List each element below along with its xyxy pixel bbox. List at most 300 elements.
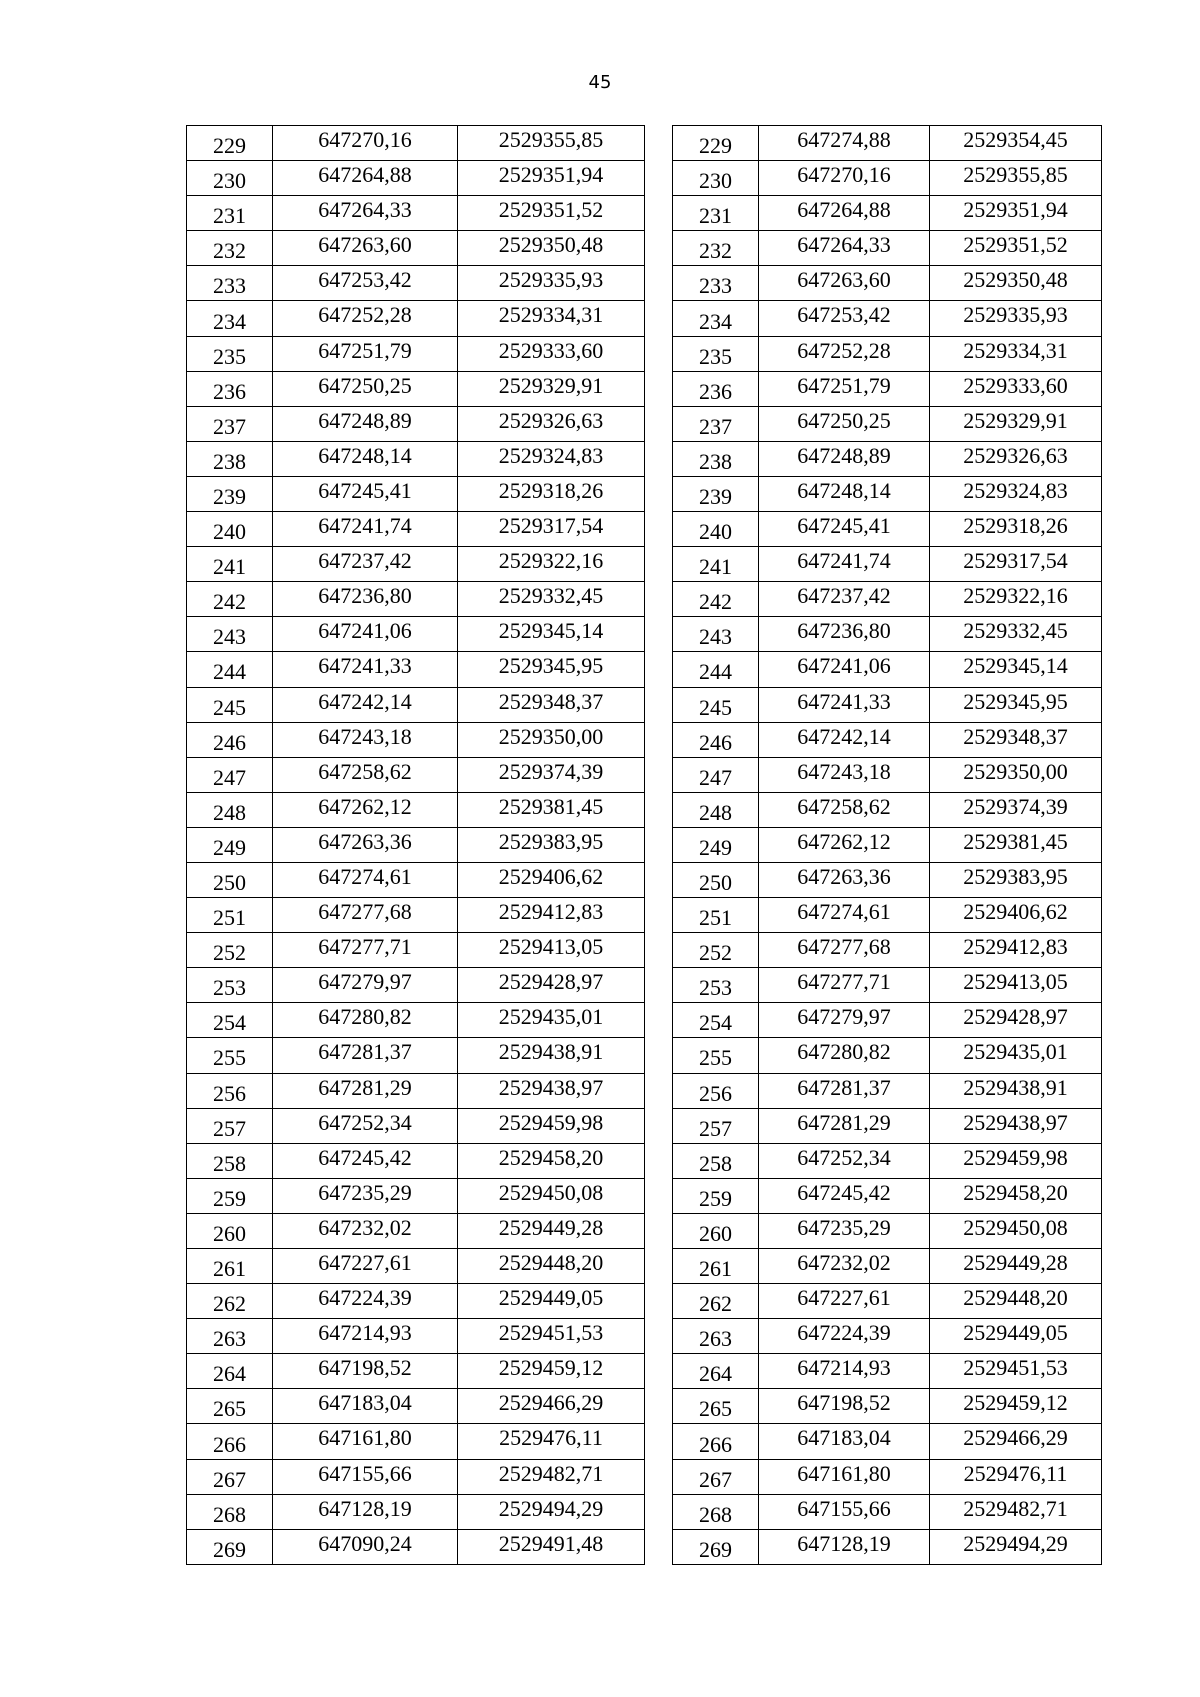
point-number-cell: 240 (673, 512, 759, 547)
table-row (187, 1459, 645, 1494)
y-coordinate-cell: 2529438,91 (930, 1073, 1102, 1108)
y-coordinate-cell: 2529355,85 (458, 126, 645, 161)
table-row (673, 582, 1102, 617)
table-row (187, 1494, 645, 1529)
point-number-cell: 242 (187, 582, 273, 617)
x-coordinate-cell: 647262,12 (759, 827, 930, 862)
y-coordinate-cell: 2529413,05 (930, 968, 1102, 1003)
y-coordinate-cell: 2529348,37 (458, 687, 645, 722)
x-coordinate-cell: 647237,42 (759, 582, 930, 617)
y-coordinate-cell: 2529491,48 (458, 1529, 645, 1564)
table-row (673, 1178, 1102, 1213)
table-row (673, 1003, 1102, 1038)
y-coordinate-cell: 2529317,54 (930, 547, 1102, 582)
y-coordinate-cell: 2529333,60 (930, 371, 1102, 406)
x-coordinate-cell: 647277,68 (273, 898, 458, 933)
table-row (673, 406, 1102, 441)
table-row (187, 301, 645, 336)
y-coordinate-cell: 2529355,85 (930, 161, 1102, 196)
table-row (187, 1424, 645, 1459)
x-coordinate-cell: 647241,06 (273, 617, 458, 652)
point-number-cell: 243 (673, 617, 759, 652)
table-row (673, 231, 1102, 266)
x-coordinate-cell: 647264,88 (759, 196, 930, 231)
x-coordinate-cell: 647155,66 (273, 1459, 458, 1494)
x-coordinate-cell: 647250,25 (273, 371, 458, 406)
table-row (673, 336, 1102, 371)
table-row (673, 827, 1102, 862)
point-number-cell: 261 (187, 1249, 273, 1284)
x-coordinate-cell: 647277,71 (759, 968, 930, 1003)
point-number-cell: 248 (673, 792, 759, 827)
x-coordinate-cell: 647251,79 (273, 336, 458, 371)
table-row (187, 1108, 645, 1143)
point-number-cell: 229 (673, 126, 759, 161)
x-coordinate-cell: 647277,71 (273, 933, 458, 968)
x-coordinate-cell: 647281,37 (759, 1073, 930, 1108)
table-row (673, 617, 1102, 652)
y-coordinate-cell: 2529449,05 (458, 1284, 645, 1319)
y-coordinate-cell: 2529333,60 (458, 336, 645, 371)
table-row (187, 1354, 645, 1389)
x-coordinate-cell: 647258,62 (273, 757, 458, 792)
table-row (673, 266, 1102, 301)
y-coordinate-cell: 2529450,08 (930, 1213, 1102, 1248)
x-coordinate-cell: 647214,93 (759, 1354, 930, 1389)
table-row (187, 792, 645, 827)
point-number-cell: 254 (187, 1003, 273, 1038)
table-row (187, 968, 645, 1003)
x-coordinate-cell: 647252,34 (273, 1108, 458, 1143)
x-coordinate-cell: 647245,42 (273, 1143, 458, 1178)
x-coordinate-cell: 647235,29 (759, 1213, 930, 1248)
x-coordinate-cell: 647232,02 (273, 1213, 458, 1248)
table-row (673, 862, 1102, 897)
x-coordinate-cell: 647161,80 (759, 1459, 930, 1494)
point-number-cell: 249 (187, 827, 273, 862)
table-row (673, 1354, 1102, 1389)
point-number-cell: 262 (673, 1284, 759, 1319)
y-coordinate-cell: 2529335,93 (458, 266, 645, 301)
x-coordinate-cell: 647235,29 (273, 1178, 458, 1213)
point-number-cell: 259 (673, 1178, 759, 1213)
y-coordinate-cell: 2529351,94 (930, 196, 1102, 231)
point-number-cell: 241 (187, 547, 273, 582)
table-row (673, 441, 1102, 476)
table-row (673, 1494, 1102, 1529)
point-number-cell: 253 (673, 968, 759, 1003)
x-coordinate-cell: 647214,93 (273, 1319, 458, 1354)
table-row (187, 827, 645, 862)
y-coordinate-cell: 2529458,20 (930, 1178, 1102, 1213)
table-row (673, 1073, 1102, 1108)
point-number-cell: 235 (673, 336, 759, 371)
y-coordinate-cell: 2529324,83 (930, 476, 1102, 511)
table-row (187, 476, 645, 511)
point-number-cell: 233 (187, 266, 273, 301)
y-coordinate-cell: 2529348,37 (930, 722, 1102, 757)
x-coordinate-cell: 647242,14 (273, 687, 458, 722)
y-coordinate-cell: 2529482,71 (930, 1494, 1102, 1529)
x-coordinate-cell: 647274,88 (759, 126, 930, 161)
point-number-cell: 265 (673, 1389, 759, 1424)
y-coordinate-cell: 2529450,08 (458, 1178, 645, 1213)
y-coordinate-cell: 2529449,28 (458, 1213, 645, 1248)
table-row (187, 196, 645, 231)
y-coordinate-cell: 2529381,45 (930, 827, 1102, 862)
table-row (673, 933, 1102, 968)
y-coordinate-cell: 2529494,29 (458, 1494, 645, 1529)
x-coordinate-cell: 647236,80 (273, 582, 458, 617)
x-coordinate-cell: 647274,61 (273, 862, 458, 897)
point-number-cell: 230 (673, 161, 759, 196)
x-coordinate-cell: 647263,60 (759, 266, 930, 301)
y-coordinate-cell: 2529318,26 (930, 512, 1102, 547)
y-coordinate-cell: 2529476,11 (930, 1459, 1102, 1494)
point-number-cell: 236 (673, 371, 759, 406)
point-number-cell: 252 (673, 933, 759, 968)
y-coordinate-cell: 2529459,12 (458, 1354, 645, 1389)
x-coordinate-cell: 647243,18 (273, 722, 458, 757)
point-number-cell: 247 (673, 757, 759, 792)
table-row (673, 1424, 1102, 1459)
point-number-cell: 267 (673, 1459, 759, 1494)
x-coordinate-cell: 647245,42 (759, 1178, 930, 1213)
y-coordinate-cell: 2529381,45 (458, 792, 645, 827)
point-number-cell: 251 (187, 898, 273, 933)
table-row (187, 441, 645, 476)
x-coordinate-cell: 647263,36 (759, 862, 930, 897)
table-row (187, 687, 645, 722)
y-coordinate-cell: 2529334,31 (458, 301, 645, 336)
x-coordinate-cell: 647264,33 (759, 231, 930, 266)
point-number-cell: 231 (187, 196, 273, 231)
table-row (673, 196, 1102, 231)
y-coordinate-cell: 2529449,28 (930, 1249, 1102, 1284)
y-coordinate-cell: 2529354,45 (930, 126, 1102, 161)
table-row (187, 512, 645, 547)
point-number-cell: 238 (187, 441, 273, 476)
point-number-cell: 249 (673, 827, 759, 862)
point-number-cell: 247 (187, 757, 273, 792)
x-coordinate-cell: 647270,16 (759, 161, 930, 196)
x-coordinate-cell: 647274,61 (759, 898, 930, 933)
x-coordinate-cell: 647280,82 (759, 1038, 930, 1073)
table-row (187, 266, 645, 301)
point-number-cell: 264 (187, 1354, 273, 1389)
x-coordinate-cell: 647224,39 (759, 1319, 930, 1354)
y-coordinate-cell: 2529428,97 (458, 968, 645, 1003)
table-row (673, 1108, 1102, 1143)
x-coordinate-cell: 647241,06 (759, 652, 930, 687)
table-row (673, 968, 1102, 1003)
table-row (187, 1178, 645, 1213)
x-coordinate-cell: 647253,42 (273, 266, 458, 301)
table-row (673, 1213, 1102, 1248)
point-number-cell: 269 (187, 1529, 273, 1564)
y-coordinate-cell: 2529435,01 (458, 1003, 645, 1038)
point-number-cell: 236 (187, 371, 273, 406)
x-coordinate-cell: 647250,25 (759, 406, 930, 441)
x-coordinate-cell: 647251,79 (759, 371, 930, 406)
point-number-cell: 269 (673, 1529, 759, 1564)
point-number-cell: 244 (187, 652, 273, 687)
table-row (673, 1143, 1102, 1178)
x-coordinate-cell: 647248,14 (759, 476, 930, 511)
x-coordinate-cell: 647277,68 (759, 933, 930, 968)
table-row (187, 862, 645, 897)
y-coordinate-cell: 2529412,83 (930, 933, 1102, 968)
x-coordinate-cell: 647263,60 (273, 231, 458, 266)
table-row (673, 687, 1102, 722)
y-coordinate-cell: 2529435,01 (930, 1038, 1102, 1073)
table-row (187, 582, 645, 617)
point-number-cell: 251 (673, 898, 759, 933)
point-number-cell: 259 (187, 1178, 273, 1213)
table-row (187, 757, 645, 792)
point-number-cell: 252 (187, 933, 273, 968)
x-coordinate-cell: 647236,80 (759, 617, 930, 652)
point-number-cell: 250 (187, 862, 273, 897)
y-coordinate-cell: 2529412,83 (458, 898, 645, 933)
y-coordinate-cell: 2529317,54 (458, 512, 645, 547)
point-number-cell: 268 (673, 1494, 759, 1529)
point-number-cell: 261 (673, 1249, 759, 1284)
point-number-cell: 256 (187, 1073, 273, 1108)
table-row (187, 933, 645, 968)
table-row (187, 1529, 645, 1564)
y-coordinate-cell: 2529482,71 (458, 1459, 645, 1494)
y-coordinate-cell: 2529345,95 (458, 652, 645, 687)
x-coordinate-cell: 647183,04 (273, 1389, 458, 1424)
table-row (673, 301, 1102, 336)
point-number-cell: 262 (187, 1284, 273, 1319)
table-row (187, 547, 645, 582)
x-coordinate-cell: 647090,24 (273, 1529, 458, 1564)
y-coordinate-cell: 2529326,63 (458, 406, 645, 441)
table-row (187, 1143, 645, 1178)
point-number-cell: 245 (673, 687, 759, 722)
y-coordinate-cell: 2529383,95 (458, 827, 645, 862)
y-coordinate-cell: 2529438,91 (458, 1038, 645, 1073)
y-coordinate-cell: 2529350,48 (930, 266, 1102, 301)
x-coordinate-cell: 647155,66 (759, 1494, 930, 1529)
page-number: 45 (588, 72, 612, 93)
point-number-cell: 268 (187, 1494, 273, 1529)
table-row (187, 1073, 645, 1108)
y-coordinate-cell: 2529438,97 (458, 1073, 645, 1108)
table-row (673, 722, 1102, 757)
table-row (673, 547, 1102, 582)
x-coordinate-cell: 647281,29 (273, 1073, 458, 1108)
y-coordinate-cell: 2529459,98 (458, 1108, 645, 1143)
point-number-cell: 257 (673, 1108, 759, 1143)
point-number-cell: 235 (187, 336, 273, 371)
y-coordinate-cell: 2529345,95 (930, 687, 1102, 722)
point-number-cell: 233 (673, 266, 759, 301)
x-coordinate-cell: 647242,14 (759, 722, 930, 757)
y-coordinate-cell: 2529322,16 (930, 582, 1102, 617)
table-row (187, 652, 645, 687)
x-coordinate-cell: 647258,62 (759, 792, 930, 827)
x-coordinate-cell: 647128,19 (273, 1494, 458, 1529)
y-coordinate-cell: 2529326,63 (930, 441, 1102, 476)
y-coordinate-cell: 2529451,53 (458, 1319, 645, 1354)
table-row (673, 898, 1102, 933)
y-coordinate-cell: 2529383,95 (930, 862, 1102, 897)
y-coordinate-cell: 2529335,93 (930, 301, 1102, 336)
y-coordinate-cell: 2529406,62 (930, 898, 1102, 933)
table-row (673, 161, 1102, 196)
x-coordinate-cell: 647252,34 (759, 1143, 930, 1178)
y-coordinate-cell: 2529413,05 (458, 933, 645, 968)
table-row (187, 1213, 645, 1248)
coordinate-table-right (672, 125, 1102, 1565)
table-row (187, 1003, 645, 1038)
point-number-cell: 256 (673, 1073, 759, 1108)
table-row (673, 1529, 1102, 1564)
point-number-cell: 232 (187, 231, 273, 266)
y-coordinate-cell: 2529448,20 (930, 1284, 1102, 1319)
y-coordinate-cell: 2529350,00 (458, 722, 645, 757)
y-coordinate-cell: 2529351,94 (458, 161, 645, 196)
point-number-cell: 239 (673, 476, 759, 511)
y-coordinate-cell: 2529428,97 (930, 1003, 1102, 1038)
point-number-cell: 248 (187, 792, 273, 827)
x-coordinate-cell: 647252,28 (273, 301, 458, 336)
y-coordinate-cell: 2529318,26 (458, 476, 645, 511)
x-coordinate-cell: 647243,18 (759, 757, 930, 792)
x-coordinate-cell: 647263,36 (273, 827, 458, 862)
x-coordinate-cell: 647248,89 (759, 441, 930, 476)
point-number-cell: 237 (187, 406, 273, 441)
table-row (187, 1249, 645, 1284)
x-coordinate-cell: 647252,28 (759, 336, 930, 371)
y-coordinate-cell: 2529324,83 (458, 441, 645, 476)
x-coordinate-cell: 647281,37 (273, 1038, 458, 1073)
point-number-cell: 245 (187, 687, 273, 722)
table-row (673, 1038, 1102, 1073)
point-number-cell: 232 (673, 231, 759, 266)
table-row (187, 1319, 645, 1354)
table-row (187, 336, 645, 371)
table-row (673, 757, 1102, 792)
y-coordinate-cell: 2529374,39 (458, 757, 645, 792)
x-coordinate-cell: 647264,33 (273, 196, 458, 231)
table-row (673, 126, 1102, 161)
table-row (187, 617, 645, 652)
table-row (673, 512, 1102, 547)
y-coordinate-cell: 2529345,14 (458, 617, 645, 652)
y-coordinate-cell: 2529374,39 (930, 792, 1102, 827)
coordinate-table-body (673, 126, 1102, 1565)
x-coordinate-cell: 647198,52 (759, 1389, 930, 1424)
point-number-cell: 246 (187, 722, 273, 757)
x-coordinate-cell: 647237,42 (273, 547, 458, 582)
x-coordinate-cell: 647198,52 (273, 1354, 458, 1389)
point-number-cell: 243 (187, 617, 273, 652)
table-row (187, 161, 645, 196)
y-coordinate-cell: 2529322,16 (458, 547, 645, 582)
table-row (187, 406, 645, 441)
table-row (673, 652, 1102, 687)
table-row (673, 1459, 1102, 1494)
point-number-cell: 260 (187, 1213, 273, 1248)
point-number-cell: 255 (187, 1038, 273, 1073)
table-row (187, 371, 645, 406)
y-coordinate-cell: 2529449,05 (930, 1319, 1102, 1354)
table-row (187, 1284, 645, 1319)
y-coordinate-cell: 2529334,31 (930, 336, 1102, 371)
x-coordinate-cell: 647245,41 (273, 476, 458, 511)
point-number-cell: 230 (187, 161, 273, 196)
table-row (187, 1038, 645, 1073)
point-number-cell: 242 (673, 582, 759, 617)
point-number-cell: 246 (673, 722, 759, 757)
y-coordinate-cell: 2529451,53 (930, 1354, 1102, 1389)
table-row (673, 1284, 1102, 1319)
y-coordinate-cell: 2529351,52 (458, 196, 645, 231)
point-number-cell: 264 (673, 1354, 759, 1389)
table-row (673, 371, 1102, 406)
y-coordinate-cell: 2529350,00 (930, 757, 1102, 792)
x-coordinate-cell: 647279,97 (273, 968, 458, 1003)
point-number-cell: 263 (673, 1319, 759, 1354)
x-coordinate-cell: 647264,88 (273, 161, 458, 196)
y-coordinate-cell: 2529345,14 (930, 652, 1102, 687)
point-number-cell: 266 (187, 1424, 273, 1459)
point-number-cell: 263 (187, 1319, 273, 1354)
y-coordinate-cell: 2529494,29 (930, 1529, 1102, 1564)
x-coordinate-cell: 647241,33 (273, 652, 458, 687)
y-coordinate-cell: 2529438,97 (930, 1108, 1102, 1143)
table-row (187, 898, 645, 933)
table-row (673, 476, 1102, 511)
point-number-cell: 253 (187, 968, 273, 1003)
x-coordinate-cell: 647262,12 (273, 792, 458, 827)
x-coordinate-cell: 647280,82 (273, 1003, 458, 1038)
point-number-cell: 254 (673, 1003, 759, 1038)
point-number-cell: 258 (673, 1143, 759, 1178)
x-coordinate-cell: 647248,14 (273, 441, 458, 476)
y-coordinate-cell: 2529350,48 (458, 231, 645, 266)
y-coordinate-cell: 2529459,12 (930, 1389, 1102, 1424)
point-number-cell: 250 (673, 862, 759, 897)
x-coordinate-cell: 647232,02 (759, 1249, 930, 1284)
point-number-cell: 255 (673, 1038, 759, 1073)
point-number-cell: 258 (187, 1143, 273, 1178)
point-number-cell: 240 (187, 512, 273, 547)
point-number-cell: 241 (673, 547, 759, 582)
point-number-cell: 237 (673, 406, 759, 441)
x-coordinate-cell: 647248,89 (273, 406, 458, 441)
point-number-cell: 231 (673, 196, 759, 231)
y-coordinate-cell: 2529458,20 (458, 1143, 645, 1178)
point-number-cell: 234 (187, 301, 273, 336)
x-coordinate-cell: 647227,61 (273, 1249, 458, 1284)
table-row (187, 126, 645, 161)
x-coordinate-cell: 647253,42 (759, 301, 930, 336)
table-row (187, 1389, 645, 1424)
y-coordinate-cell: 2529466,29 (458, 1389, 645, 1424)
y-coordinate-cell: 2529332,45 (458, 582, 645, 617)
x-coordinate-cell: 647279,97 (759, 1003, 930, 1038)
table-row (673, 1389, 1102, 1424)
point-number-cell: 257 (187, 1108, 273, 1143)
y-coordinate-cell: 2529329,91 (458, 371, 645, 406)
y-coordinate-cell: 2529351,52 (930, 231, 1102, 266)
x-coordinate-cell: 647241,33 (759, 687, 930, 722)
